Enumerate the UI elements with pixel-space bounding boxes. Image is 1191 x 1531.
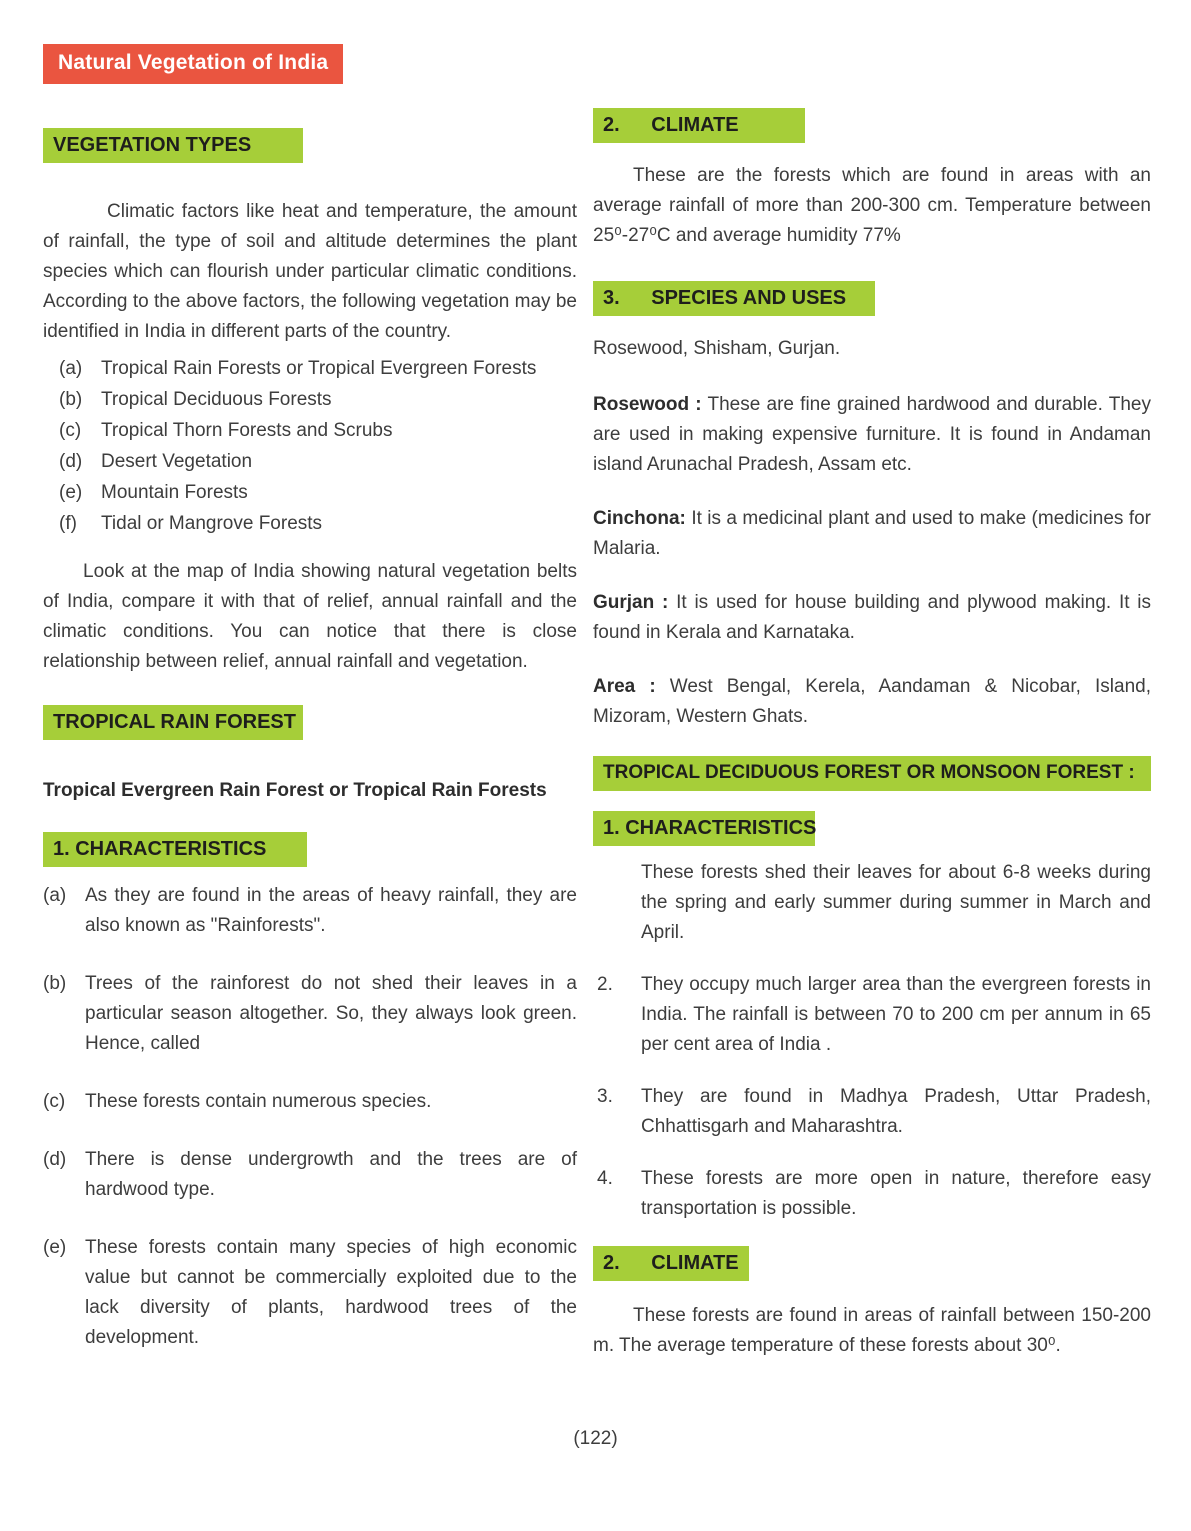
list-item (593, 1082, 1151, 1142)
list-item-label: (d) (43, 1149, 67, 1170)
list-item-text: Desert Vegetation (101, 451, 253, 472)
list-item-text: There is dense undergrowth and the trees are of hardwood type. (85, 1149, 577, 1200)
heading-label: SPECIES AND USES (651, 287, 847, 309)
species-item-text: It is used for house building and plywood making. It is found in Kerala and Karnataka. (593, 592, 1151, 643)
map-paragraph: Look at the map of India showing natural vegetation belts of India, compare it with that of relief, annual rainfall and the climatic conditions. You can notice that there is close relationship between relief, annual rainfall and vegetation. (43, 561, 577, 672)
heading-number: 2. (603, 114, 620, 136)
list-item (593, 970, 1151, 1060)
heading-species-and-uses (593, 281, 875, 316)
species-item-text: These are fine grained hardwood and durable. They are used in making expensive furniture. It is found in Andaman island Arunachal Pradesh, Assam etc. (593, 394, 1151, 475)
list-item (43, 1233, 577, 1353)
page-number: (122) (573, 1428, 618, 1449)
species-item-rosewood (593, 390, 1151, 480)
list-item (43, 1087, 577, 1117)
list-item (59, 477, 577, 508)
list-item-text: These forests contain numerous species. (85, 1091, 432, 1112)
list-item-text: Tropical Deciduous Forests (101, 389, 332, 410)
species-item-lead: Cinchona: (593, 508, 686, 529)
list-item-label: (a) (59, 358, 83, 379)
climate-2-paragraph: These forests are found in areas of rainfall between 150-200 m. The average temperature of these forests about 30⁰. (593, 1305, 1151, 1356)
deciduous-characteristics-list (593, 858, 1151, 1224)
intro-paragraph: Climatic factors like heat and temperature, the amount of rainfall, the type of soil and altitude determines the plant species which can flourish under particular climatic conditions. According to the above factors, the following vegetation may be identified in India in different parts of the country. (43, 201, 577, 342)
heading-number: 3. (603, 287, 620, 309)
two-column-layout (43, 108, 1151, 1361)
list-item-label: (f) (59, 513, 77, 534)
heading-characteristics-left: 1. CHARACTERISTICS (43, 832, 307, 867)
vegetation-type-list (59, 353, 577, 539)
species-item-lead: Area : (593, 676, 656, 697)
species-list (593, 390, 1151, 732)
heading-vegetation-types: VEGETATION TYPES (43, 128, 303, 163)
list-item-text: Tidal or Mangrove Forests (101, 513, 323, 534)
list-item-text: Mountain Forests (101, 482, 248, 503)
list-item (59, 384, 577, 415)
list-item-label: (b) (59, 389, 83, 410)
list-item (59, 508, 577, 539)
heading-tropical-deciduous-forest: TROPICAL DECIDUOUS FOREST OR MONSOON FOREST : (593, 756, 1151, 791)
list-item-text: Trees of the rainforest do not shed their leaves in a particular season altogether. So, they always look green. Hence, called (85, 973, 577, 1054)
heading-label: CLIMATE (651, 114, 739, 136)
heading-tropical-rain-forest: TROPICAL RAIN FOREST (43, 705, 303, 740)
left-column (43, 108, 577, 1353)
list-item-text: Tropical Rain Forests or Tropical Evergreen Forests (101, 358, 537, 379)
list-item-text: These forests shed their leaves for about 6-8 weeks during the spring and early summer during summer in March and April. (641, 862, 1151, 943)
list-item-label: 2. (597, 974, 613, 995)
list-item (593, 858, 1151, 948)
list-item-text: These forests are more open in nature, therefore easy transportation is possible. (641, 1168, 1151, 1219)
species-item-text: It is a medicinal plant and used to make (medicines for Malaria. (593, 508, 1151, 559)
species-item-gurjan (593, 588, 1151, 648)
species-item-cinchona (593, 504, 1151, 564)
species-item-lead: Rosewood : (593, 394, 702, 415)
species-intro: Rosewood, Shisham, Gurjan. (593, 338, 841, 359)
list-item-label: (a) (43, 885, 67, 906)
list-item-label: (b) (43, 973, 67, 994)
heading-label: CLIMATE (651, 1252, 739, 1274)
list-item (59, 353, 577, 384)
list-item-text: Tropical Thorn Forests and Scrubs (101, 420, 393, 441)
list-item-label: (e) (59, 482, 83, 503)
list-item-text: These forests contain many species of high economic value but cannot be commercially exploited due to the lack diversity of plants, hardwood trees of the development. (85, 1237, 577, 1348)
species-item-text: West Bengal, Kerela, Aandaman & Nicobar, Island, Mizoram, Western Ghats. (593, 676, 1151, 727)
right-column (593, 108, 1151, 1361)
list-item-label: (c) (59, 420, 82, 441)
subtitle-evergreen-forest: Tropical Evergreen Rain Forest or Tropical Rain Forests (43, 780, 547, 801)
species-item-lead: Gurjan : (593, 592, 669, 613)
list-item-text: They are found in Madhya Pradesh, Uttar Pradesh, Chhattisgarh and Maharashtra. (641, 1086, 1151, 1137)
list-item (43, 881, 577, 941)
species-item-area (593, 672, 1151, 732)
list-item-label: 3. (597, 1086, 613, 1107)
list-item-label: (c) (43, 1091, 66, 1112)
list-item-label: 4. (597, 1168, 613, 1189)
heading-climate (593, 108, 805, 143)
list-item (59, 446, 577, 477)
heading-characteristics-right: 1. CHARACTERISTICS (593, 811, 815, 846)
heading-number: 2. (603, 1252, 620, 1274)
list-item-label (593, 858, 641, 948)
list-item-text: They occupy much larger area than the evergreen forests in India. The rainfall is between 70 to 200 cm per annum in 65 per cent area of India . (641, 974, 1151, 1055)
list-item-label: (d) (59, 451, 83, 472)
climate-paragraph: These are the forests which are found in areas with an average rainfall of more than 200-300 cm. Temperature between 25⁰-27⁰C and average humidity 77% (593, 165, 1151, 246)
list-item (43, 1145, 577, 1205)
list-item-text: As they are found in the areas of heavy rainfall, they are also known as "Rainforests". (85, 885, 577, 936)
list-item (43, 969, 577, 1059)
list-item-label: (e) (43, 1237, 67, 1258)
list-item (59, 415, 577, 446)
page-title-badge: Natural Vegetation of India (43, 44, 343, 84)
characteristics-list (43, 881, 577, 1353)
heading-climate-2 (593, 1246, 749, 1281)
list-item (593, 1164, 1151, 1224)
